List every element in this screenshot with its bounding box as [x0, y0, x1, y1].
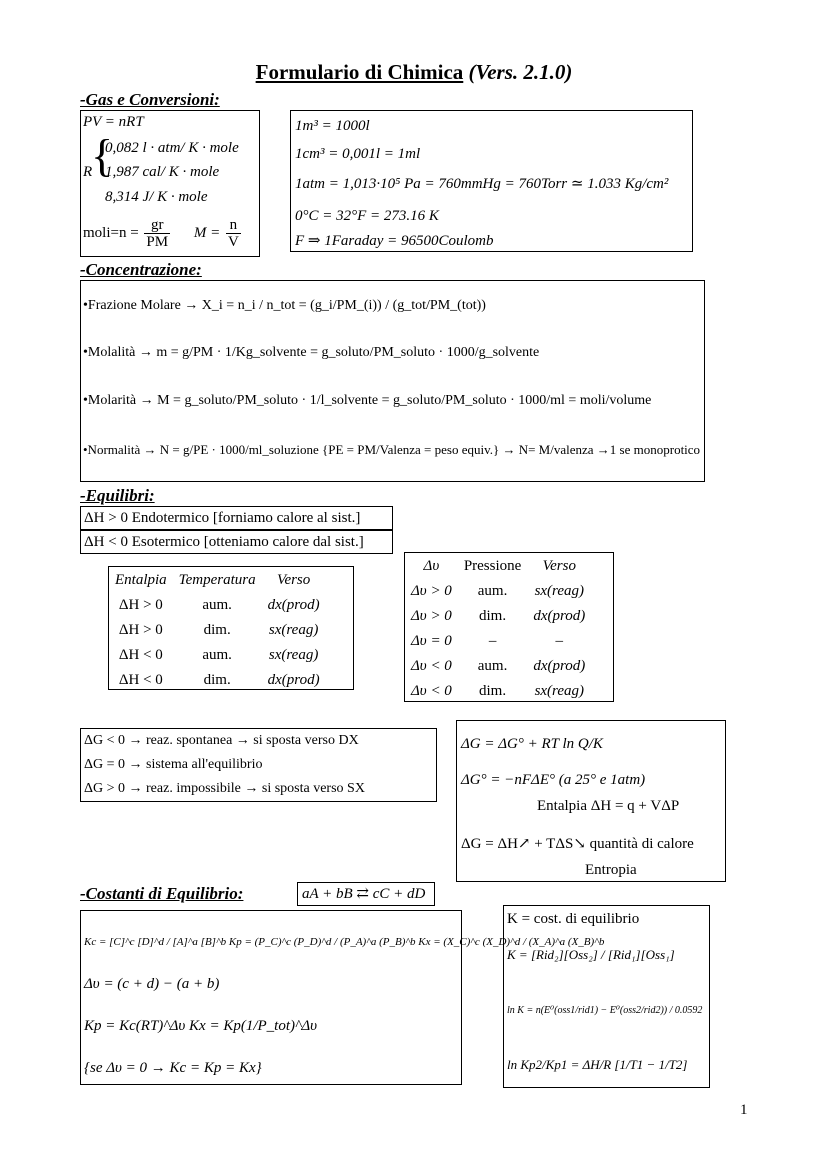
deltaG-line: ΔG < 0 → reaz. spontanea → si sposta verso DX: [84, 733, 359, 748]
m-den: V: [227, 234, 239, 250]
table-row: [405, 679, 591, 704]
cell: dx(prod): [267, 597, 320, 613]
concentrazione-box: [80, 280, 705, 482]
k-line: K = cost. di equilibrio: [507, 911, 640, 927]
table-row: [109, 618, 326, 643]
esotermico-text: ΔH < 0 Esotermico [otteniamo calore dal sist.]: [84, 534, 364, 550]
deltaG-line: ΔG > 0 → reaz. impossibile → si sposta verso SX: [84, 781, 365, 796]
cell: Δυ < 0: [411, 683, 452, 699]
cell: dx(prod): [533, 608, 586, 624]
k-line: ln K = n(E⁰(oss1/rid1) − E⁰(oss2/rid2)) / 0.0592: [507, 1005, 703, 1016]
costanti-line: Kc = [C]^c [D]^d / [A]^a [B]^b Kp = (P_C)^c (P_D)^d / (P_A)^a (P_B)^b Kx = (X_C)^c (X_D)^d / (X_A)^a (X_B)^b: [84, 936, 605, 948]
cell: dim.: [203, 622, 231, 638]
table-row: [109, 593, 326, 618]
conversion-line: 0°C = 32°F = 273.16 K: [295, 208, 439, 224]
cell: dx(prod): [267, 672, 320, 688]
deltaG-line: ΔG = 0 → sistema all'equilibrio: [84, 757, 263, 772]
table-header: Verso: [276, 572, 311, 588]
cell: sx(reag): [268, 647, 319, 663]
reaction-text: aA + bB ⇄ cC + dD: [302, 886, 426, 902]
table-header: Temperatura: [178, 572, 256, 588]
r-brace: {: [91, 130, 114, 181]
costanti-line: Δυ = (c + d) − (a + b): [84, 976, 220, 992]
cell: sx(reag): [268, 622, 319, 638]
cell: Δυ > 0: [411, 583, 452, 599]
r-value: 1,987 cal/ K · mole: [105, 164, 220, 180]
k-line: ln Kp2/Kp1 = ΔH/R [1/T1 − 1/T2]: [507, 1057, 688, 1072]
table-row: [405, 604, 591, 629]
endotermico-box: [80, 506, 393, 530]
table-header: Verso: [542, 558, 576, 574]
table-entalpia: [108, 566, 354, 690]
cell: –: [488, 633, 497, 649]
table-pressione: [404, 552, 614, 702]
cell: –: [555, 633, 564, 649]
conversion-line: 1m³ = 1000l: [295, 118, 370, 134]
table-row: [109, 668, 326, 693]
table-row: [405, 654, 591, 679]
cell: sx(reag): [534, 683, 584, 699]
cell: aum.: [202, 647, 232, 663]
endotermico-text: ΔH > 0 Endotermico [forniamo calore al sist.]: [84, 510, 361, 526]
moli-formula: [83, 217, 243, 250]
cell: ΔH > 0: [118, 622, 163, 638]
frazione-molare: •Frazione Molare → X_i = n_i / n_tot = (g_i/PM_(i)) / (g_tot/PM_(tot)): [83, 298, 486, 313]
table-header: Entalpia: [115, 572, 167, 588]
gibbs-line: Entropia: [585, 862, 637, 878]
molarita: •Molarità → M = g_soluto/PM_soluto · 1/l_solvente = g_soluto/PM_soluto · 1000/ml = moli/volume: [83, 393, 652, 408]
cell: ΔH > 0: [118, 597, 163, 613]
cell: dx(prod): [533, 658, 586, 674]
conversion-line: F ⇒ 1Faraday = 96500Coulomb: [295, 233, 494, 249]
molalita: •Molalità → m = g/PM · 1/Kg_solvente = g_soluto/PM_soluto · 1000/g_solvente: [83, 345, 540, 360]
cell: ΔH < 0: [118, 672, 163, 688]
section-concentrazione: -Concentrazione:: [80, 260, 202, 279]
conversion-line: 1cm³ = 0,001l = 1ml: [295, 146, 421, 162]
k-box: [503, 905, 710, 1088]
r-value: 8,314 J/ K · mole: [105, 189, 208, 205]
section-costanti: -Costanti di Equilibrio:: [80, 884, 244, 903]
gas-box: [80, 110, 260, 257]
page-number: 1: [740, 1102, 748, 1118]
title-main: Formulario di Chimica: [255, 60, 464, 84]
gibbs-box: [456, 720, 726, 882]
reaction-box: [297, 882, 435, 906]
conversion-line: 1atm = 1,013·10⁵ Pa = 760mmHg = 760Torr ≃ 1.033 Kg/cm²: [295, 176, 669, 192]
section-equilibri: -Equilibri:: [80, 486, 155, 505]
cell: Δυ < 0: [411, 658, 452, 674]
moli-den: PM: [146, 234, 169, 250]
section-gas: -Gas e Conversioni:: [80, 90, 220, 109]
cell: aum.: [477, 658, 508, 674]
gibbs-line: Entalpia ΔH = q + VΔP: [537, 798, 680, 814]
table-row: [405, 579, 591, 604]
costanti-line: {se Δυ = 0 → Kc = Kp = Kx}: [84, 1060, 262, 1076]
table-row: [405, 629, 591, 654]
table-row: [109, 643, 326, 668]
cell: aum.: [202, 597, 232, 613]
title-version: (Vers. 2.1.0): [468, 60, 573, 84]
pv-formula: PV = nRT: [83, 114, 144, 130]
moli-num: gr: [151, 217, 164, 233]
k-line: K = [Rid₂][Oss₂] / [Rid₁][Oss₁]: [507, 947, 675, 962]
esotermico-box: [80, 530, 393, 554]
m-num: n: [229, 217, 238, 233]
gibbs-line: ΔG° = −nFΔE° (a 25° e 1atm): [461, 772, 646, 788]
page-title: [0, 60, 828, 85]
cell: sx(reag): [534, 583, 584, 599]
conversions-box: [290, 110, 693, 252]
cell: dim.: [479, 608, 507, 624]
costanti-line: Kp = Kc(RT)^Δυ Kx = Kp(1/P_tot)^Δυ: [84, 1018, 318, 1034]
normalita: •Normalità → N = g/PE · 1000/ml_soluzione {PE = PM/Valenza = peso equiv.} → N= M/valenza →1 se monoprotico: [83, 442, 701, 457]
cell: dim.: [479, 683, 507, 699]
gibbs-line: ΔG = ΔG° + RT ln Q/K: [461, 736, 603, 752]
table-header: Pressione: [463, 558, 522, 574]
deltaG-box: [80, 728, 437, 802]
cell: Δυ > 0: [411, 608, 452, 624]
table-header: Δυ: [423, 558, 440, 574]
cell: aum.: [477, 583, 508, 599]
moli-label: moli=n =: [83, 224, 139, 241]
cell: dim.: [203, 672, 231, 688]
cell: ΔH < 0: [118, 647, 163, 663]
r-label: R: [83, 164, 93, 180]
m-label: M =: [193, 224, 221, 241]
gibbs-line: ΔG = ΔH↗ + TΔS↘ quantità di calore: [461, 836, 694, 852]
r-value: 0,082 l · atm/ K · mole: [105, 140, 239, 156]
cell: Δυ = 0: [411, 633, 452, 649]
